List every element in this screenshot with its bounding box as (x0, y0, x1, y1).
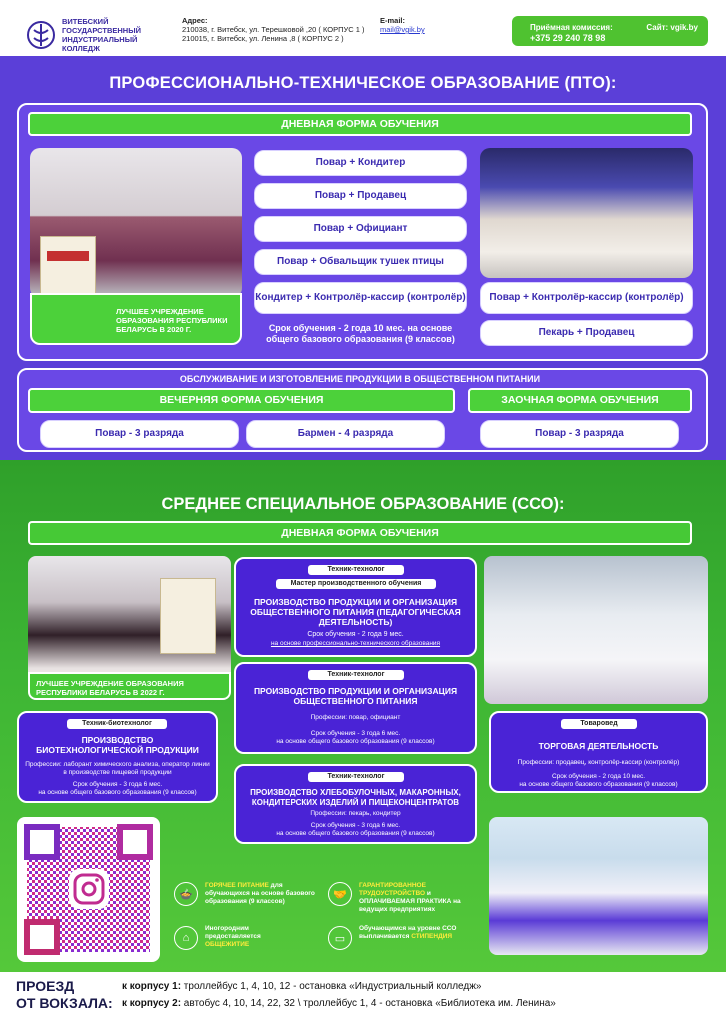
route-1-label: к корпусу 1: (122, 981, 182, 992)
program-card-trade (489, 711, 708, 793)
evening-program-1: Повар - 3 разряда (40, 420, 239, 448)
card4-duration: Срок обучения - 2 года 10 мес. (551, 773, 646, 780)
program-card-pedagogy (234, 557, 477, 657)
feature-stipend-rest: СТИПЕНДИЯ (411, 933, 453, 940)
card1-tag2: Мастер производственного обучения (276, 579, 436, 589)
pto-duration: Срок обучения - 2 года 10 мес. на основе общего базового образования (9 классов) (266, 323, 455, 344)
card3-profession: Профессии: лаборант химического анализа, оператор линии в производстве пищевой продукции (25, 761, 210, 776)
food-icon: 🍲 (174, 882, 198, 906)
card5-duration: Срок обучения - 3 года 6 мес. (310, 822, 401, 829)
card-icon: ▭ (328, 926, 352, 950)
program-card-biotech (17, 711, 218, 803)
directions-title-2: ОТ ВОКЗАЛА: (16, 995, 113, 1011)
college-name: ВИТЕБСКИЙ ГОСУДАРСТВЕННЫЙ ИНДУСТРИАЛЬНЫЙ КОЛЛЕДЖ (62, 17, 141, 53)
program-pill-1: Повар + Кондитер (254, 150, 467, 176)
address-1: 210038, г. Витебск, ул. Терешковой ,20 ( КОРПУС 1 ) (182, 25, 365, 34)
directions-title-1: ПРОЕЗД (16, 978, 75, 994)
qr-pattern-icon (17, 817, 160, 962)
card5-basis: на основе общего базового образования (9 классов) (276, 830, 435, 837)
house-icon: ⌂ (174, 926, 198, 950)
directions-title (16, 978, 113, 1012)
sso-title: СРЕДНЕЕ СПЕЦИАЛЬНОЕ ОБРАЗОВАНИЕ (ССО): (161, 495, 565, 513)
pto-title: ПРОФЕССИОНАЛЬНО-ТЕХНИЧЕСКОЕ ОБРАЗОВАНИЕ (ПТО): (109, 74, 617, 92)
card1-basis: на основе профессионально-технического образования (270, 640, 441, 647)
card2-basis: на основе общего базового образования (9 классов) (276, 738, 435, 745)
email-link[interactable]: mail@vgik.by (380, 25, 425, 34)
route-2-text: автобус 4, 10, 14, 22, 32 \ троллейбус 1, 4 - остановка «Библиотека им. Ленина» (181, 998, 556, 1009)
program-pill-6: Повар + Контролёр-кассир (контролёр) (480, 282, 693, 314)
card2-title: ПРОИЗВОДСТВО ПРОДУКЦИИ И ОРГАНИЗАЦИЯ ОБЩЕСТВЕННОГО ПИТАНИЯ (253, 686, 458, 706)
program-card-catering (234, 662, 477, 754)
card3-tag: Техник-биотехнолог (67, 719, 167, 729)
email-label: E-mail: (380, 16, 406, 25)
phone[interactable]: +375 29 240 78 98 (530, 33, 606, 43)
college-logo-icon (26, 20, 56, 50)
correspondence-form-bar: ЗАОЧНАЯ ФОРМА ОБУЧЕНИЯ (468, 388, 692, 413)
feature-food-hl: ГОРЯЧЕЕ ПИТАНИЕ (205, 882, 269, 889)
admission-label: Приёмная комиссия: (530, 23, 613, 32)
feature-stipend-hl: Обучающимся на уровне ССО выплачивается (359, 925, 457, 940)
email-block (380, 16, 425, 34)
feature-food-rest: для обучающихся на основе базового образования (9 классов) (205, 882, 315, 905)
program-pill-7: Пекарь + Продавец (480, 320, 693, 346)
feature-food (205, 882, 315, 906)
address-block (182, 16, 365, 43)
sso-diploma-image (160, 578, 216, 654)
card3-title: ПРОИЗВОДСТВО БИОТЕХНОЛОГИЧЕСКОЙ ПРОДУКЦИИ (36, 735, 199, 755)
feature-job (359, 882, 481, 914)
address-2: 210015, г. Витебск, ул. Ленина ,8 ( КОРПУС 2 ) (182, 34, 344, 43)
evening-form-bar: ВЕЧЕРНЯЯ ФОРМА ОБУЧЕНИЯ (28, 388, 455, 413)
pto-award-text: ЛУЧШЕЕ УЧРЕЖДЕНИЕ ОБРАЗОВАНИЯ РЕСПУБЛИКИ БЕЛАРУСЬ В 2020 Г. (116, 307, 228, 334)
card5-tag: Техник-технолог (308, 772, 404, 782)
card2-profession: Профессии: повар, официант (310, 714, 401, 721)
card5-title: ПРОИЗВОДСТВО ХЛЕБОБУЛОЧНЫХ, МАКАРОННЫХ, КОНДИТЕРСКИХ ИЗДЕЛИЙ И ПИЩЕКОНЦЕНТРАТОВ (250, 788, 461, 807)
card3-basis: на основе общего базового образования (9 классов) (38, 789, 197, 796)
feature-dorm-hl: Иногородним предоставляется (205, 925, 261, 940)
correspondence-program-1: Повар - 3 разряда (480, 420, 679, 448)
site-link[interactable]: Сайт: vgik.by (646, 23, 698, 32)
card3-duration: Срок обучения - 3 года 6 мес. (72, 781, 163, 788)
sso-day-form-bar: ДНЕВНАЯ ФОРМА ОБУЧЕНИЯ (28, 521, 692, 545)
qr-code[interactable] (17, 817, 160, 962)
card2-duration: Срок обучения - 3 года 6 мес. (310, 730, 401, 737)
card1-tag: Техник-технолог (308, 565, 404, 575)
sso-award-text: ЛУЧШЕЕ УЧРЕЖДЕНИЕ ОБРАЗОВАНИЯ РЕСПУБЛИКИ БЕЛАРУСЬ В 2022 Г. (36, 679, 184, 697)
feature-dorm (205, 925, 305, 949)
parade-photo (489, 817, 708, 955)
route-building-1 (122, 981, 481, 992)
feature-stipend (359, 925, 469, 941)
feature-job-hl: ГАРАНТИРОВАННОЕ ТРУДОУСТРОЙСТВО (359, 882, 426, 897)
address-label: Адрес: (182, 16, 208, 25)
handshake-icon: 🤝 (328, 882, 352, 906)
route-2-label: к корпусу 2: (122, 998, 182, 1009)
feature-job-rest: и ОПЛАЧИВАЕМАЯ ПРАКТИКА на ведущих предприятиях (359, 890, 461, 913)
program-card-bakery (234, 764, 477, 844)
feature-dorm-rest: ОБЩЕЖИТИЕ (205, 941, 250, 948)
sso-award-box (28, 672, 231, 700)
evening-program-2: Бармен - 4 разряда (246, 420, 445, 448)
route-1-text: троллейбус 1, 4, 10, 12 - остановка «Индустриальный колледж» (181, 981, 482, 992)
program-pill-4: Повар + Обвальщик тушек птицы (254, 249, 467, 275)
pto-day-form-bar: ДНЕВНАЯ ФОРМА ОБУЧЕНИЯ (28, 112, 692, 136)
service-heading: ОБСЛУЖИВАНИЕ И ИЗГОТОВЛЕНИЕ ПРОДУКЦИИ В ОБЩЕСТВЕННОМ ПИТАНИИ (179, 374, 541, 384)
route-building-2 (122, 998, 556, 1009)
program-pill-3: Повар + Официант (254, 216, 467, 242)
card1-duration: Срок обучения - 2 года 9 мес. (307, 631, 404, 638)
waiters-photo (480, 148, 693, 278)
card4-tag: Товаровед (561, 719, 637, 729)
program-pill-5: Кондитер + Контролёр-кассир (контролёр) (254, 282, 467, 314)
card4-profession: Профессии: продавец, контролёр-кассир (контролёр) (517, 759, 680, 766)
card1-title: ПРОИЗВОДСТВО ПРОДУКЦИИ И ОРГАНИЗАЦИЯ ОБЩЕСТВЕННОГО ПИТАНИЯ (ПЕДАГОГИЧЕСКАЯ ДЕЯТЕЛЬНОСТЬ) (250, 597, 461, 627)
card4-basis: на основе общего базового образования (9 классов) (519, 781, 678, 788)
diploma-ribbon (47, 251, 89, 261)
contact-box (512, 16, 708, 46)
card2-tag: Техник-технолог (308, 670, 404, 680)
pto-award-box (30, 293, 242, 345)
program-pill-2: Повар + Продавец (254, 183, 467, 209)
card4-title: ТОРГОВАЯ ДЕЯТЕЛЬНОСТЬ (538, 741, 659, 751)
card5-profession: Профессии: пекарь, кондитер (310, 810, 401, 817)
lab-students-photo (484, 556, 708, 704)
